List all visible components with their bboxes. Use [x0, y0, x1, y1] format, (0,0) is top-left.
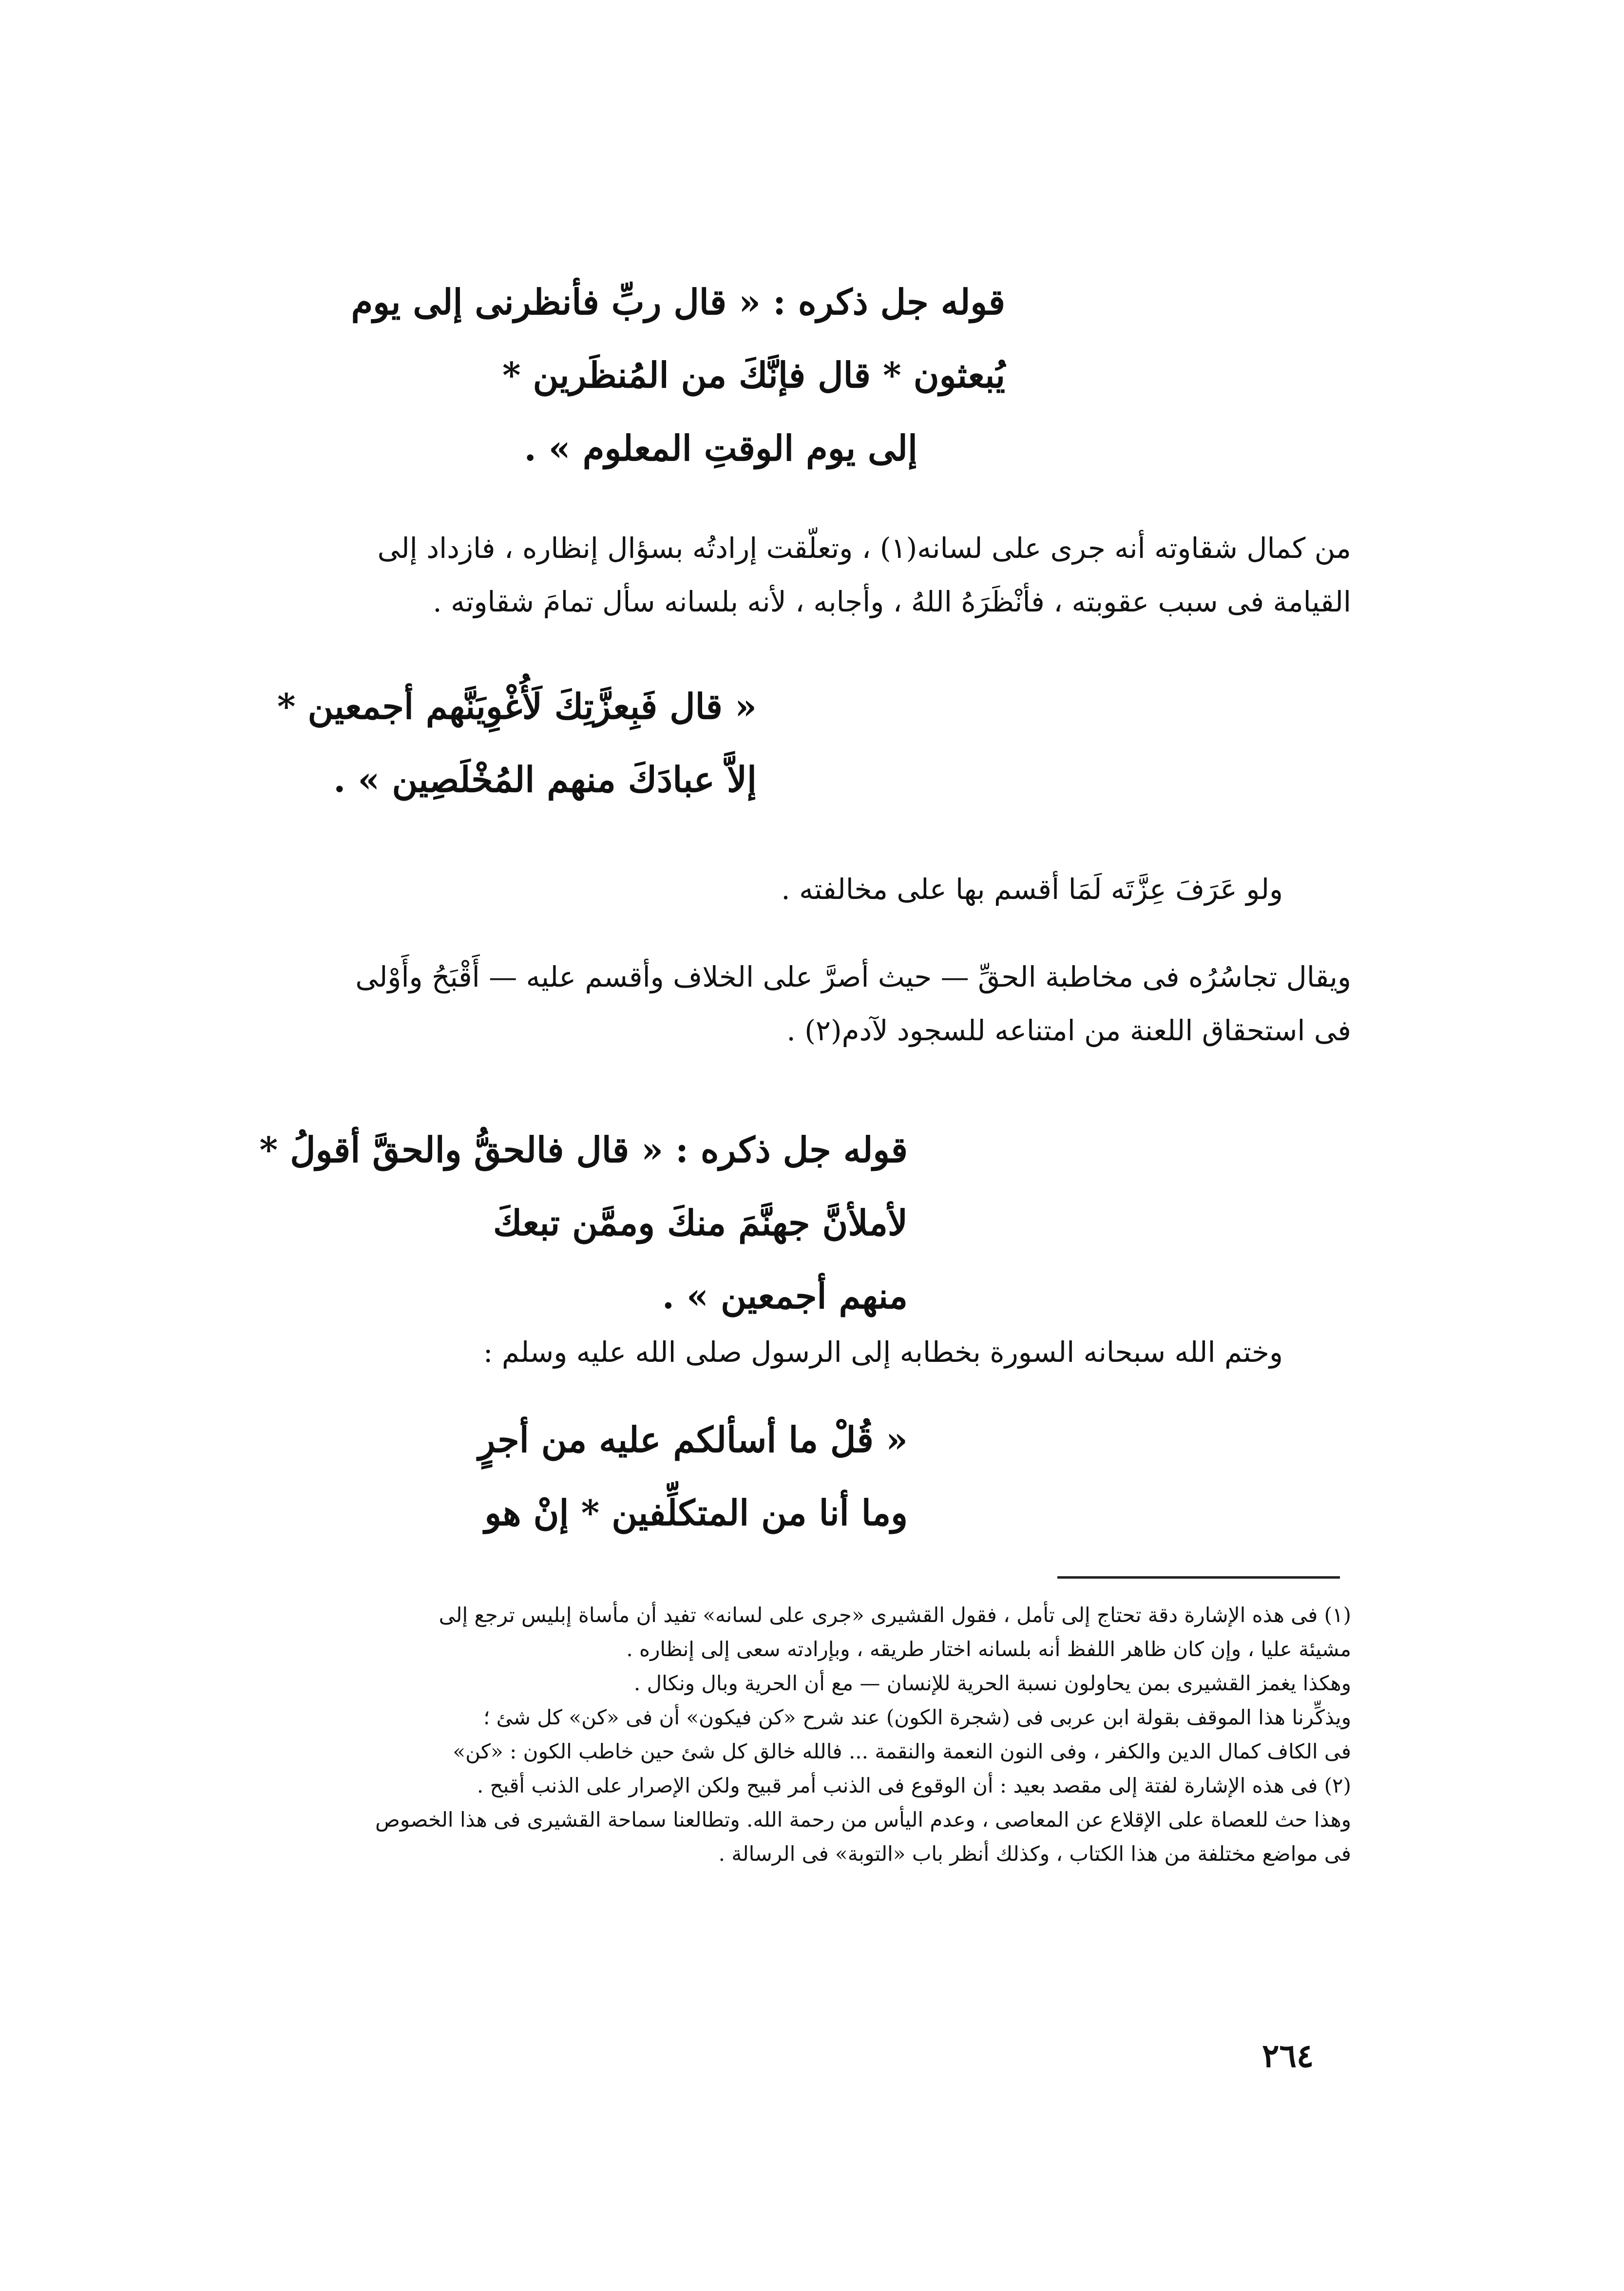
paragraph-1: [378, 521, 1351, 629]
footnote-line: وهكذا يغمز القشيرى بمن يحاولون نسبة الحرية للإنسان — مع أن الحرية وبال ونكال .: [633, 1671, 1351, 1695]
verse-line: قوله جل ذكره : « قال ربِّ فأنظرنى إلى يوم: [351, 281, 1005, 323]
verse-line: « قال فَبِعزَّتِكَ لَأُغْوِيَنَّهم أجمعين *: [277, 686, 757, 727]
footnote-separator: [1057, 1576, 1340, 1579]
verse-block-1: [351, 266, 1005, 485]
verse-line: يُبعثون * قال فإنَّكَ من المُنظَرين *: [502, 354, 1005, 396]
paragraph-4: [483, 1325, 1283, 1379]
footnotes: [375, 1598, 1351, 1871]
paragraph-line: وختم الله سبحانه السورة بخطابه إلى الرسول صلى الله عليه وسلم :: [483, 1336, 1283, 1369]
paragraph-line: ويقال تجاسُرُه فى مخاطبة الحقِّ — حيث أصرَّ على الخلاف وأقسم عليه — أَقْبَحُ وأَوْلى: [355, 960, 1351, 993]
paragraph-2: [781, 862, 1283, 916]
verse-line: « قُلْ ما أسألكم عليه من أجرٍ: [478, 1419, 908, 1460]
paragraph-line: القيامة فى سبب عقوبته ، فأنْظَرَهُ اللهُ ، وأجابه ، لأنه بلسانه سأل تمامَ شقاوته .: [433, 585, 1351, 618]
verse-block-3: [260, 1113, 908, 1333]
footnote-line: فى الكاف كمال الدين والكفر ، وفى النون النعمة والنقمة ... فالله خالق كل شئ حين خاطب الكون : «كن»: [453, 1739, 1351, 1763]
footnote-line: وهذا حث للعصاة على الإقلاع عن المعاصى ، وعدم اليأس من رحمة الله. وتطالعنا سماحة القشيرى فى هذا الخصوص: [375, 1808, 1351, 1832]
verse-line: إلى يوم الوقتِ المعلوم » .: [524, 427, 917, 469]
footnote-line: فى مواضع مختلفة من هذا الكتاب ، وكذلك أنظر باب «التوبة» فى الرسالة .: [718, 1842, 1351, 1866]
verse-line: لأملأنَّ جهنَّمَ منكَ وممَّن تبعكَ: [493, 1202, 908, 1243]
footnote-line: مشيئة عليا ، وإن كان ظاهر اللفظ أنه بلسانه اختار طريقه ، وبإرادته سعى إلى إنظاره .: [626, 1637, 1351, 1661]
footnote-line: (٢) فى هذه الإشارة لفتة إلى مقصد بعيد : أن الوقوع فى الذنب أمر قبيح ولكن الإصرار على الذنب أقبح .: [477, 1774, 1351, 1797]
verse-line: منهم أجمعين » .: [662, 1275, 908, 1317]
footnote-line: (١) فى هذه الإشارة دقة تحتاج إلى تأمل ، فقول القشيرى «جرى على لسانه» تفيد أن مأساة إبليس ترجع إلى: [439, 1603, 1351, 1627]
verse-block-4: [478, 1403, 908, 1549]
paragraph-line: ولو عَرَفَ عِزَّتَه لَمَا أقسم بها على مخالفته .: [781, 873, 1283, 906]
paragraph-3: [355, 950, 1351, 1057]
paragraph-line: من كمال شقاوته أنه جرى على لسانه(١) ، وتعلّقت إرادتُه بسؤال إنظاره ، فازداد إلى: [377, 532, 1351, 565]
page-number: ٢٦٤: [1262, 2037, 1314, 2075]
footnote-line: ويذكِّرنا هذا الموقف بقولة ابن عربى فى (شجرة الكون) عند شرح «كن فيكون» أن فى «كن» كل شئ ؛: [483, 1705, 1351, 1729]
verse-line: وما أنا من المتكلِّفين * إنْ هو: [484, 1492, 908, 1533]
paragraph-line: فى استحقاق اللعنة من امتناعه للسجود لآدم(٢) .: [786, 1014, 1351, 1047]
verse-block-2: [277, 670, 757, 816]
verse-line: قوله جل ذكره : « قال فالحقُّ والحقَّ أقولُ *: [259, 1129, 908, 1170]
verse-line: إلاَّ عبادَكَ منهم المُخْلَصِين » .: [333, 759, 757, 800]
